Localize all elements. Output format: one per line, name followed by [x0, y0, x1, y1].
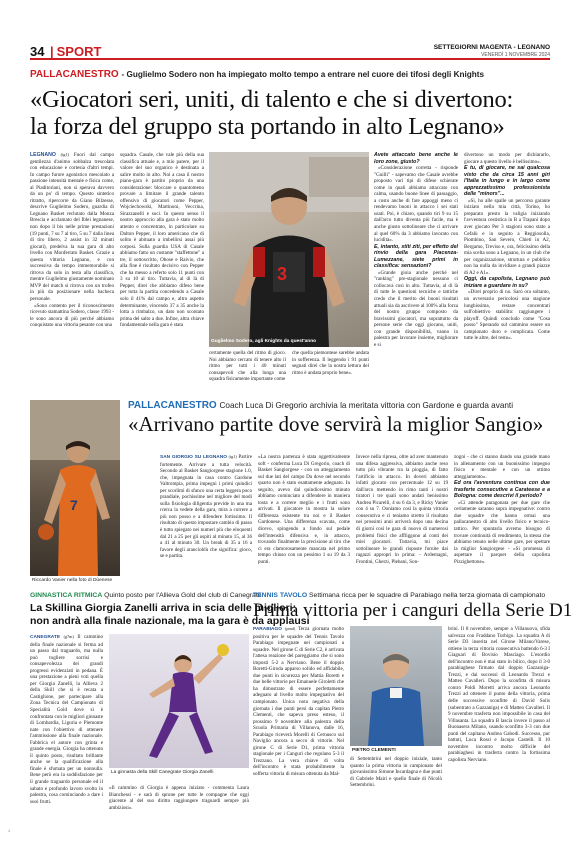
article1-column-qa-2	[464, 152, 550, 390]
article4-dateline: PARABIAGO	[253, 627, 282, 632]
article4-column-2	[350, 756, 442, 818]
article1-photo	[209, 152, 369, 347]
article2-body-3: Invece nella ripresa, oltre ad aver mantenuto una difesa aggressiva, abbiamo anche reso tutto più vibrante tra la pioggia, di fatto l'artificio in attacco. In doveri abbiamo infatti giocato con percentuale 12 su 19 dall'arco mettendo in rimo tanti i nostri tiratori i tre quali sono andati benissimo Andrea Picarelli, 4 su 6 da 3, e Ricky Vanier con 4 su 7. Ooniamo così la quinta vittoria consecutiva e ci teniamo stretto il risultato nei prossimi anni arriverà dopo una decina di giorni così le gara di nuovo di numerosi problemi fisici che affliggono al conti dei miei giocatori. Tuttavia, mi piace sottolineare le grandi risposte fornite dai ragazzi appropri in prima: - Ardemagni, Frontini, Gherzi, Plebani, Son-	[356, 454, 448, 565]
article2-deck: Coach Luca Di Gregorio archivia la meritata vittoria con Gardone e guarda avanti	[219, 401, 514, 410]
article1-question-3: E tu, di giocare, ne sai qualcosa visto che da circa 15 anni giri l'Italia in lungo e in largo come apprezzatissimo professionista delle "minors"...	[464, 165, 550, 198]
article2-column-3	[356, 454, 448, 586]
article2-kicker-line	[128, 400, 513, 411]
player-dribbling-illustration	[30, 400, 120, 576]
article4-body-3: brini. Il 8 novembre, sempre a Villanuova, sfida salvezza con Fraddano Turbigo. La squadra A di Serie D3 inserita nel Girone Milano/Varese, ottiene la terza vittoria consecutiva battendo 6-3 I Giaguari di Bovisio Masciago. L'esordio dell'incontro non è mai stato in bilico, dopo il 3-0 parabiaghese firmato dal doppio Gazzaniga-Trezzi, e dai successi di Leonardo Trezzi e Matteo Cavalleri. Dopo la sconfitta di misura contro Poldi Moretti arriva ancora Leonardo Trezzi ad ottenere il punto della vittoria, prima delle successive sconfitte di David Solis (subentrato a Gazzaniga) e di Matteo Cavalleri. Il 9 novembre trasferta non impossibile in casa del Villasanta. La squadra B lascia invece il passo al Buonasera Milano, usando sconfitto 3-3 con due punti del capitano Andrea Gabodi. Successo, pur battuti, Luca Rossi e Jacopo Castelli. Il 10 novembre incontro molto difficile del parabiaghesi in trasferta contro la fortissima capolista Nerviano.	[448, 626, 550, 763]
table-tennis-player-illustration	[350, 626, 442, 746]
article3-body-1: Il cammino della finale nazionale si ferma ad un passo dal traguardo, ma nulla può togliere sorrisi e consapevolezza dei grandi progressi evidenziati in pedana. È una prestazione a pieni voti quella per Giorgia Zanelli, la Allieva 2 della Skill che si è recata a Castiglione, per partecipare alla Zona Tecnica del Campionato di Specialità Gold dove si è confrontata con le migliori ginnaste di Lombardia, Liguria e Piemonte nate con l'obiettivo di ottenere l'ammissione alla finale nazionale. Fabbrica el autore con grinta e grande energia. Giorgia ha ottenuto il quinto posto, risultato brillante anche se la qualificazione alla finale è sfumata per un nonnulla. Bene però era la soddisfazione per il grande traguardo personale ed il sabato e profondo lavoro svolto in palestra, cosa cominciando a dare i suoi frutti.	[30, 634, 103, 805]
article3-title-line1: La Skillina Giorgia Zanelli arriva in scia delle migliori:	[30, 602, 297, 614]
section-label: | SPORT	[50, 44, 101, 59]
article1-question-4: Oggi, da capolista, Legnano può iniziare a guardare in su?	[464, 276, 550, 289]
issue-date: VENERDÌ 1 NOVEMBRE 2024	[481, 52, 550, 58]
article1-question-2: E, intanto, stiti ziti, per effetto del rinvio della gara Piacenza-Lumezzane, siete primi in classifica: sensazioni?	[374, 243, 458, 270]
article1-title	[30, 86, 513, 141]
article4-column-3	[448, 626, 550, 818]
article3-body-2: «Il cammino di Giorgia è appena iniziato - commenta Laura Bianchessi - e sarà di sprone per tutte le compagne che oggi giacente al del suo diritto raggiungere traguardi sempre più ambiziosi».	[109, 785, 249, 811]
article1-dateline-code: (tg1)	[60, 152, 70, 157]
article2-photo-caption: Riccardo Vanier nella foto di Dùenese	[32, 578, 113, 583]
article4-photo	[350, 626, 442, 746]
article4-column-1	[253, 626, 344, 818]
article2-body-4: zogni - che ci stanno dando una grande mano in allenamento con un buonissimo impegno fisico e mentale e con un ottimo atteggiamento».	[454, 454, 550, 480]
article1-body-1b: «Sono contento per il riconoscimento ricevuto stamattina Sodero, classe 1993 - le sono ancora di più perché abbiamo conquistato una vittoria pesante con una	[30, 302, 114, 329]
article2-kicker: PALLACANESTRO	[128, 400, 217, 411]
article2-photo	[30, 400, 120, 576]
article2-dateline: SAN GIORGIO SU LEGNANO	[160, 455, 227, 460]
article4-body-2: di Settembrini nel doppio iniziale, tanto quanto la prima vittoria in campionato del giovanissimo Simone Incardagna e due punti di Gabriele Mairi e quello finale di Nicolò Settembrini.	[350, 756, 442, 789]
article1-kicker-line	[30, 69, 484, 80]
article1-column-4	[292, 350, 369, 392]
article1-body-4: che quella piemontese sarebbe andata in sofferenza. Il leggendo i 91 punti segnati direi che la nostra lettura del ritmo è andata proprio bene».	[292, 350, 369, 376]
article1-body-1: Fuori dal campo gentilezza d'animo sobbalza trescolata con educazione e cortesia d'altri tempi. In campo furore agonistico mescolato a passione intensità mentale e fisica come, al Piaditoriani, non si sperava davvero da un po' di tempo. Questo sintetico ritratto, ripercorre da Giano Bilzesse, descrive Guglielmo Sodero, guardia di Legnano Basket reclutato dalla Monza Brescia e acclamato del Iblei legnanese, non dopo il bis nelle prime prestazioni (19 punti, 7 su 7 al tiro, 5 su 7 dalla linea di tiro libero, 2 assist in 32 minuti giocati), predelva la sua gara di alto livello con Monferrato Basket. Grazie a questa vittoria Legnano, e con successiva da tempo immemorabile si ritrova da solo in testa alla classifica, mentre Guglielmo giustamente nominato MVP del match si ritrova con un trofeo in più da posizionare nella bacheca personale.	[30, 152, 114, 303]
article4-body-1: Terza giornata molto positiva per le squadre del Tennis Tavolo Parabiago impegnate nei campionati a squadre. Nel girone C di Serie C2, è arrivata l'attesa reazione del pareggiamo che si sono imposti 5-2 a Nerviano. Bene il doppio Boretti-Giroda apparso solido ed affidabile, due punti in sicurezza per Mattia Boretti e due belle vittorie per Emanuele Giroletti che ha dimostrato di essere perfettamente adeguato al livello molto impegnativo del campionato. Unica nota negativa della giornata i due punti persi da capitan Pietro Clementi, che sapeva preso esteso, il prossimo 9 novembre alla palestra della Scuola Primaria di Villanova, dalle 16, Parabiago riceverà Morelli di Cernusco sul Naviglio ancora a secco di vittorie. Nel girone C di Serie D1, prima vittoria stagionale per i Canguri che regolano 5-3 il Trezzano. La vera chiave di volta dell'incontro è stata probabilmente la sofferta vittoria di misura ottenuta da Mal-	[253, 626, 344, 778]
article2-question-1: Ed ora l'avventura continua con due trasferte consecutive a Carateese e a Bologna: come descrivi il periodo?	[454, 480, 550, 500]
article3-dateline: CANEGRATE	[30, 635, 61, 640]
article1-title-line1: «Giocatori seri, uniti, di talento e che si divertono:	[30, 86, 514, 113]
publication-name: SETTEGIORNI MAGENTA - LEGNANO	[433, 44, 550, 51]
article1-answer-3: «Sì, ho alle spalle un percorso garante iniziato nella mia città, Torino, ho preparato presto la valigia iniziando l'avventura cestistica in B a Trapani dopo aver giocato Per 3 stagioni sono stato a Cefalù e in seguito a Reggiosolla, Piombino, San Severo, Chieti in A2, Bergamo, Treviso e, ora, felicissimo della mia scelta sono a Legnano, in un club che per organizzazione, struttura e pubblico non ha nulla da invidiare a grandi piazze di A2 e A1».	[464, 197, 550, 276]
article2-answer-1: «Ci attende paragonata per due gare che cerlamente saranno sopra impegnative: contro due squadre che hanno ormai una pallacanestro di alto livello fisico e tecnico-tattico. Per spuntarla avremo bisogno di trovare continuità di rendimento, la stessa che abbiamo tenuto nelle ultime gare, per spettare la miglior Sangiorgese - «Si promessa di aspettare il parquet della capolista Pizzighettone».	[454, 499, 550, 565]
article3-dateline-code: (g7m)	[63, 634, 74, 639]
gymnast-illustration	[109, 634, 249, 768]
article4-photo-caption: PIETRO CLEMENTI	[352, 748, 396, 753]
article1-column-2	[120, 152, 204, 390]
article3-kicker: GINNASTICA RITMICA	[30, 592, 103, 599]
article3-photo	[109, 634, 249, 768]
article2-column-4	[454, 454, 550, 586]
article1-deck: - Guglielmo Sodero non ha impiegato molto tempo a entrare nel cuore dei tifosi degli Knights	[121, 70, 485, 79]
article1-answer-1: «Considerazione corretta - risponde "Guilli" - sapevamo che Casale avrebbe proposto vari tipi di difese schierate come in quali abbiamo attaccato con calma, usando buone linee di passaggio, a costo anche di fare appoggi meno ci rendevamo buoni in attacco i sei stati usati. Poi, è chiaro, quando tiri 9 su 15 dall'arco tutto diventa più facile, ma è anche giusto sottolineare che ci arrivare al quel 60% da 3 abbiamo lavorato con lucidità».	[374, 165, 458, 244]
article3-title-line2: non andrà alla finale nazionale, ma la gara è da applausi	[30, 615, 310, 628]
article4-dateline-code: (pmd)	[284, 626, 296, 631]
article1-body-3: certamente quella del ritmo di gioco. Noi abbiamo cercato di tenere alto il ritmo per tutti i 40 minuti consapevoli che alla lunga una squadra fisicamente importante come	[209, 350, 286, 383]
article4-deck: Settimana ricca per le squadre di Parabiago nella terza giornata di campionato	[309, 592, 546, 599]
article1-answer-2: «Grande gioia anche perché nel "ranking" pre-stagionale nessuno ci collocava così in alto. Tuttavia, al di là di tutte le questioni tecniche e tattiche credo che il merito dei buoni risultati attuali sia da ascrivere al 100% alla forza del nostro gruppo composto da bravissimi giocatori, ma soprattutto da persone serie che oggi giocano, uniti, con grande disponibilità, vanno in palestra per lavorare insieme, migliorare e si	[374, 269, 458, 348]
article4-kicker: TENNIS TAVOLO	[253, 592, 308, 599]
article4-kicker-line	[253, 592, 545, 599]
article2-dateline-code: (tg1)	[228, 454, 237, 459]
article3-column-1	[30, 634, 103, 812]
article1-question-1: Avete attaccato bene anche le loro zone, giusto?	[374, 152, 458, 165]
page-number: 34	[30, 44, 45, 59]
page-code: 4	[8, 828, 11, 833]
article3-photo-caption: La ginnasta della Skill Canegrate Giorgia Zanelli	[111, 770, 214, 775]
player-photo-illustration	[209, 152, 369, 347]
article1-body-2: squadra. Casale, che vale più della sua classifica attuale e, a mio parere, per il valore del suo organico è destinata a salire molto in alto. Noi a casa il nostro piano-gara è partito proprio da una considerazione: bloccare o quantomeno provare a limitare il grande talento offensivo di giocatori come Pepper, Wojciechowski, Martinoni, Veccrina, Sirazzanelli e soci. In questo senso il nostro approccio alla gara è stato molto attento e concentrato, in particolare su Dalton Pepper, il loro americano che di solito è abituato a imbellirsi assai più corposi. Sulla guardia USA di Casale abbiamo fatto un costante "staffettone" a tre, il sottoscritto, Obose e Raivio, che alla fine è risultato decisivo con Pepper che ha messo a referto solo 11 punti con 3 su 10 al tiro. Tuttavia, al di là di Pepper, direi che abbiamo difeso bene per tutta la partita concedendo a Casale solo il 41% dal campo e, altro aspetto determinante, vincendo 37 a 35 anche la lotta a rimbalzo, un dato non scontato prima del salto a due. Infine, altra chiave fondamentale nella gara è stata	[120, 152, 204, 329]
article3-kicker-line	[30, 592, 261, 599]
article2-body-2: «La nostra partenza è stata oggettivamente soft - conferma Luca Di Gregorio, coach di Basket Sangiorgese - con un atteggiamento sul due lati del campo Da dove nel secondo quarto non è stato esattamente adeguato. In seguito, avevo dal quindicesimo minuto abbiamo cominciato a difendere in maniera tosta e a correre meglio e i frutti sono arrivati. Il giocatore in mostra la solare differenza esistente tra noi e il Basket Gardonese. Una differenza scavata, come dicevo, spingendo a fondo sul pedale dell'intensità difensiva e, in attacco, trovando finalmente la precisione al tiro che ci era clamorosamente mancata nel primo tempo chiuso con un pessimo 1 su 19 da 3 punti.	[258, 454, 350, 565]
article1-photo-caption: Guglielmo Sodero, agli Knights da quest'anno	[211, 339, 317, 344]
article1-title-line2: la forza del gruppo sta portando in alto Legnano»	[30, 113, 505, 141]
article1-body-5: divertono un modo per dichiararlo, giocare a questo livello è bellissimo».	[464, 152, 550, 165]
article1-column-3	[209, 350, 286, 392]
article3-deck: Quinto posto per l'Allieva Gold del club di Canegrate	[104, 592, 262, 599]
article1-column-qa	[374, 152, 458, 390]
article2-column-1	[160, 454, 252, 586]
svg-text:3: 3	[277, 264, 288, 284]
article2-column-2	[258, 454, 350, 586]
svg-text:7: 7	[70, 497, 78, 513]
article1-column-1	[30, 152, 114, 390]
article3-column-2	[109, 785, 249, 815]
article2-title: «Arrivano partite dove servirà la miglior Sangio»	[128, 412, 544, 436]
article1-kicker: PALLACANESTRO	[30, 69, 119, 80]
article1-dateline: LEGNANO	[30, 152, 56, 158]
article2-body-1: Partire fortemente. Arrivare a tutta velocità. Secondo al Basket Sangiorgese stagione 1.0, che, impegnata in casa contro Gardone Valtrompia, prima impegni i primi quindici per scorlimi di sfanco una certa leggera poco prandiale, pochissime nel migliore del modi sulla fisiologia diligentia previde in una ma rcerca la vedete della gara, mira a correre a più non posso e a difendere fortissimo. Il risultato di questo impostare cambio di passo è tutto spiegato nei numeri più che eloquenti dal 21 a 25 per gli ospiti al minuto 15, al 36 a 41 al minuto 30. Un break di 35 a 16 a favore degli arancioblù che significa: gioco, se e partita.	[160, 454, 252, 560]
article1-answer-4: «Direi proprio di no. Sarò ora soltanto, un avversario pericolosi una stagione lunghissima, restare concentrati sull'obiettivo stabilito: raggiungere i playoff. Quindi concludo come "Cosa posso" Sperando sul cammino essere un campionato duro e complicata. Come tutte le altre, del resto».	[464, 289, 550, 342]
article4-title: Prima vittoria per i canguri della Serie D1	[253, 600, 573, 621]
page-header	[30, 44, 550, 60]
